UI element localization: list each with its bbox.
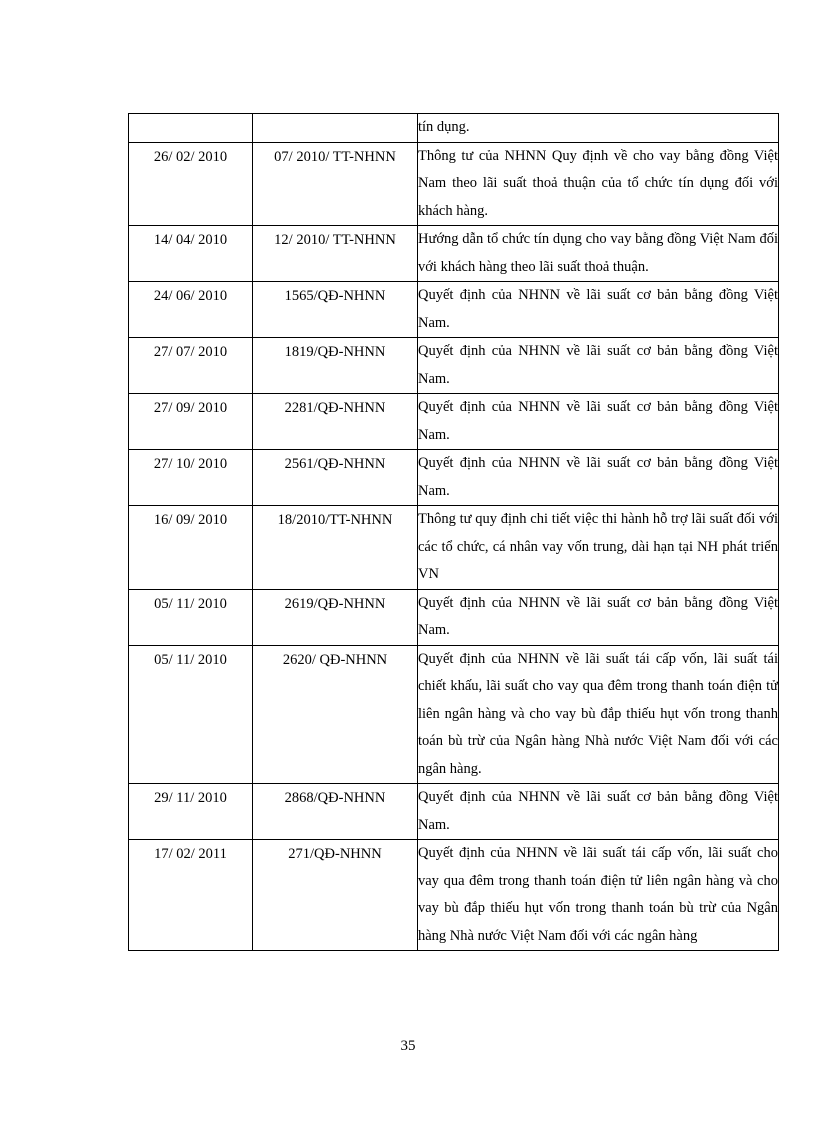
description-cell: tín dụng. — [418, 114, 779, 143]
document-number-cell: 2620/ QĐ-NHNN — [253, 645, 418, 784]
date-cell: 17/ 02/ 2011 — [129, 840, 253, 951]
description-cell: Quyết định của NHNN về lãi suất cơ bản bằng đồng Việt Nam. — [418, 282, 779, 338]
document-number-cell: 1819/QĐ-NHNN — [253, 338, 418, 394]
document-number-cell: 2868/QĐ-NHNN — [253, 784, 418, 840]
date-cell: 27/ 10/ 2010 — [129, 450, 253, 506]
description-cell: Thông tư quy định chi tiết việc thi hành hỗ trợ lãi suất đối với các tổ chức, cá nhân vay vốn trung, dài hạn tại NH phát triển VN — [418, 506, 779, 590]
table-row — [129, 114, 779, 143]
regulations-table — [128, 113, 779, 951]
document-number-cell: 1565/QĐ-NHNN — [253, 282, 418, 338]
document-number-cell: 18/2010/TT-NHNN — [253, 506, 418, 590]
table-row — [129, 506, 779, 590]
table-row — [129, 589, 779, 645]
description-cell: Quyết định của NHNN về lãi suất cơ bản bằng đồng Việt Nam. — [418, 450, 779, 506]
description-cell: Quyết định của NHNN về lãi suất cơ bản bằng đồng Việt Nam. — [418, 784, 779, 840]
table-row — [129, 282, 779, 338]
description-cell: Quyết định của NHNN về lãi suất cơ bản bằng đồng Việt Nam. — [418, 338, 779, 394]
table-row — [129, 394, 779, 450]
document-number-cell — [253, 114, 418, 143]
document-number-cell: 2619/QĐ-NHNN — [253, 589, 418, 645]
table-row — [129, 840, 779, 951]
description-cell: Thông tư của NHNN Quy định về cho vay bằng đồng Việt Nam theo lãi suất thoả thuận của tổ chức tín dụng đối với khách hàng. — [418, 142, 779, 226]
date-cell: 05/ 11/ 2010 — [129, 589, 253, 645]
date-cell — [129, 114, 253, 143]
description-cell: Quyết định của NHNN về lãi suất cơ bản bằng đồng Việt Nam. — [418, 589, 779, 645]
document-number-cell: 271/QĐ-NHNN — [253, 840, 418, 951]
document-number-cell: 12/ 2010/ TT-NHNN — [253, 226, 418, 282]
table-row — [129, 645, 779, 784]
date-cell: 26/ 02/ 2010 — [129, 142, 253, 226]
table-row — [129, 450, 779, 506]
document-number-cell: 2561/QĐ-NHNN — [253, 450, 418, 506]
document-number-cell: 2281/QĐ-NHNN — [253, 394, 418, 450]
date-cell: 05/ 11/ 2010 — [129, 645, 253, 784]
date-cell: 24/ 06/ 2010 — [129, 282, 253, 338]
date-cell: 29/ 11/ 2010 — [129, 784, 253, 840]
table-row — [129, 226, 779, 282]
description-cell: Quyết định của NHNN về lãi suất cơ bản bằng đồng Việt Nam. — [418, 394, 779, 450]
date-cell: 14/ 04/ 2010 — [129, 226, 253, 282]
description-cell: Quyết định của NHNN về lãi suất tái cấp vốn, lãi suất tái chiết khấu, lãi suất cho vay qua đêm trong thanh toán điện tử liên ngân hàng và cho vay bù đắp thiếu hụt vốn trong thanh toán bù trừ của Ngân hàng Nhà nước Việt Nam đối với các ngân hàng. — [418, 645, 779, 784]
document-number-cell: 07/ 2010/ TT-NHNN — [253, 142, 418, 226]
date-cell: 27/ 07/ 2010 — [129, 338, 253, 394]
page-number: 35 — [400, 1038, 416, 1054]
table-row — [129, 784, 779, 840]
description-cell: Quyết định của NHNN về lãi suất tái cấp vốn, lãi suất cho vay qua đêm trong thanh toán điện tử liên ngân hàng và cho vay bù đắp thiếu hụt vốn trong thanh toán bù trừ của Ngân hàng Nhà nước Việt Nam đối với các ngân hàng — [418, 840, 779, 951]
date-cell: 16/ 09/ 2010 — [129, 506, 253, 590]
date-cell: 27/ 09/ 2010 — [129, 394, 253, 450]
description-cell: Hướng dẫn tổ chức tín dụng cho vay bằng đồng Việt Nam đối với khách hàng theo lãi suất thoả thuận. — [418, 226, 779, 282]
table-row — [129, 142, 779, 226]
table-row — [129, 338, 779, 394]
